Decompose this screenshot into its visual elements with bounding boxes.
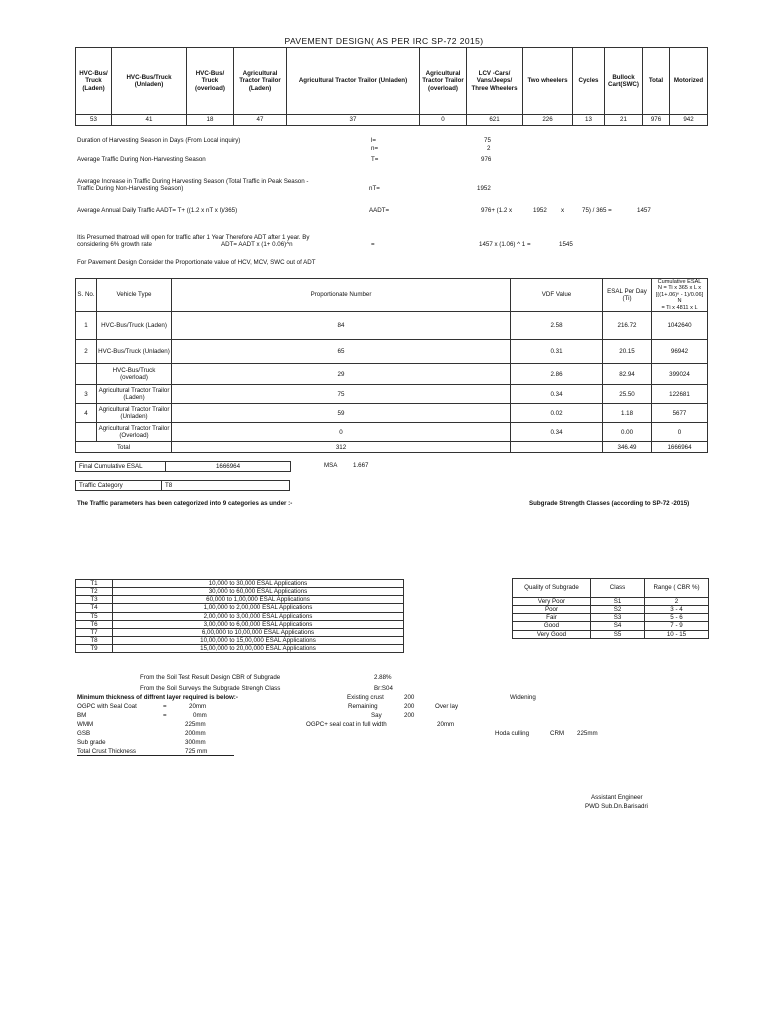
subgrade-class: S5 bbox=[591, 630, 645, 638]
esal-per-day-header: ESAL Per Day (Ti) bbox=[603, 279, 652, 312]
thickness-heading: Minimum thickness of diffrent layer required is below:- bbox=[77, 694, 238, 701]
esal-total-row bbox=[76, 442, 708, 453]
esal-sno: 4 bbox=[76, 404, 97, 423]
total-crust-value: 725 mm bbox=[185, 748, 208, 755]
vehicle-header: HVC-Bus/Truck (Unladen) bbox=[112, 48, 187, 115]
category-range: 1,00,000 to 2,00,000 ESAL Applications bbox=[113, 604, 404, 612]
final-esal-value: 1666964 bbox=[215, 463, 241, 470]
subgrade-row bbox=[513, 630, 709, 638]
presumed-traffic-label: Itis Presumed thatroad will open for traffic after 1 Year Therefore ADT after 1 year. By bbox=[77, 234, 310, 241]
vehicle-value: 53 bbox=[76, 115, 112, 126]
esal-per-day: 0.00 bbox=[603, 423, 652, 442]
esal-prop: 65 bbox=[172, 340, 511, 364]
esal-per-day: 20.15 bbox=[603, 340, 652, 364]
esal-prop: 75 bbox=[172, 385, 511, 404]
esal-total-cumulative: 1666964 bbox=[652, 442, 708, 453]
subgrade-row bbox=[513, 614, 709, 622]
existing-crust-label: Existing crust bbox=[347, 694, 384, 701]
category-range: 3,00,000 to 6,00,000 ESAL Applications bbox=[113, 620, 404, 628]
esal-prop: 0 bbox=[172, 423, 511, 442]
vehicle-count-table bbox=[75, 47, 708, 126]
esal-vdf: 2.58 bbox=[511, 312, 603, 340]
cumulative-esal-n: N bbox=[677, 298, 682, 305]
vehicle-value: 621 bbox=[467, 115, 523, 126]
esal-row bbox=[76, 404, 708, 423]
subgrade-row bbox=[513, 606, 709, 614]
vehicle-header: Agricultural Tractor Trailor (Laden) bbox=[234, 48, 287, 115]
vehicle-value: 942 bbox=[670, 115, 708, 126]
harvest-duration-label: Duration of Harvesting Season in Days (From Local inquiry) bbox=[77, 137, 241, 144]
harvest-duration-value: 75 bbox=[484, 137, 491, 144]
harvest-increase-label-2: Traffic During Non-Harvesting Season) bbox=[77, 185, 184, 192]
vehicle-header: Cycles bbox=[573, 48, 605, 115]
proportional-note: For Pavement Design Consider the Proportionate value of HCV, MCV, SWC out of ADT bbox=[77, 259, 316, 266]
category-range: 2,00,000 to 3,00,000 ESAL Applications bbox=[113, 612, 404, 620]
esal-prop: 84 bbox=[172, 312, 511, 340]
esal-sno: 1 bbox=[76, 312, 97, 340]
esal-row bbox=[76, 312, 708, 340]
esal-prop: 59 bbox=[172, 404, 511, 423]
esal-cumulative: 96942 bbox=[652, 340, 708, 364]
subgrade-quality: Very Poor bbox=[513, 598, 591, 606]
subgrade-class: S3 bbox=[591, 614, 645, 622]
traffic-category-box bbox=[75, 480, 290, 491]
cumulative-esal-formula: N = Ti x 365 x L x [((1+.06)ⁿ - 1)/0.06] bbox=[655, 285, 704, 298]
esal-vehicle: HVC-Bus/Truck (overload) bbox=[97, 364, 172, 385]
esal-cumulative: 5677 bbox=[652, 404, 708, 423]
subgrade-range: 5 - 6 bbox=[645, 614, 709, 622]
esal-prop: 29 bbox=[172, 364, 511, 385]
vehicle-value: 0 bbox=[420, 115, 467, 126]
esal-total-prop: 312 bbox=[172, 442, 511, 453]
subgrade-class: S1 bbox=[591, 598, 645, 606]
vehicle-value: 976 bbox=[643, 115, 670, 126]
harvest-duration-symbol: l= bbox=[371, 137, 376, 144]
layer-value: 0mm bbox=[193, 712, 207, 719]
sno-header: S. No. bbox=[76, 279, 97, 312]
subgrade-range-header: Range ( CBR %) bbox=[645, 579, 709, 598]
category-row bbox=[76, 620, 404, 628]
harvest-increase-label: Average Increase in Traffic During Harvesting Season (Total Traffic in Peak Season - bbox=[77, 178, 309, 185]
subgrade-table bbox=[512, 578, 709, 639]
esal-cumulative: 1042640 bbox=[652, 312, 708, 340]
category-row bbox=[76, 636, 404, 644]
existing-crust-value: 200 bbox=[404, 694, 415, 701]
category-code: T3 bbox=[76, 596, 113, 604]
layer-value: 225mm bbox=[185, 721, 206, 728]
layer-value: 300mm bbox=[185, 739, 206, 746]
category-range: 60,000 to 1,00,000 ESAL Applications bbox=[113, 596, 404, 604]
category-range: 15,00,000 to 20,00,000 ESAL Applications bbox=[113, 645, 404, 653]
aadt-formula-part: 75) / 365 = bbox=[582, 207, 612, 214]
cumulative-esal-formula-2: = Ti x 4811 x L bbox=[661, 304, 698, 311]
esal-per-day: 82.94 bbox=[603, 364, 652, 385]
subgrade-quality: Fair bbox=[513, 614, 591, 622]
widening-label: Widening bbox=[510, 694, 536, 701]
soil-class-label: From the Soil Surveys the Subgrade Strengh Class bbox=[140, 685, 281, 692]
non-harvest-traffic-label: Average Traffic During Non-Harvesting Season bbox=[77, 156, 206, 163]
esal-vdf: 0.34 bbox=[511, 423, 603, 442]
layer-name: WMM bbox=[77, 721, 94, 728]
remaining-label: Remaining bbox=[348, 703, 378, 710]
esal-row bbox=[76, 423, 708, 442]
category-range: 10,000 to 30,000 ESAL Applications bbox=[113, 580, 404, 588]
aadt-formula-part: 1952 bbox=[533, 207, 547, 214]
vehicle-value: 37 bbox=[287, 115, 420, 126]
subgrade-class: S2 bbox=[591, 606, 645, 614]
subgrade-range: 3 - 4 bbox=[645, 606, 709, 614]
vehicle-header: Agricultural Tractor Trailor (Unladen) bbox=[287, 48, 420, 115]
msa-label: MSA bbox=[324, 462, 338, 469]
vehicle-header-row bbox=[76, 48, 708, 115]
cumulative-esal-title: Cumulative ESAL bbox=[657, 279, 702, 285]
subgrade-row bbox=[513, 622, 709, 630]
category-code: T6 bbox=[76, 620, 113, 628]
harvest-increase-symbol: nT= bbox=[369, 185, 380, 192]
vehicle-header: Total bbox=[643, 48, 670, 115]
esal-cumulative: 0 bbox=[652, 423, 708, 442]
subgrade-class: S4 bbox=[591, 622, 645, 630]
subgrade-header-row bbox=[513, 579, 709, 598]
esal-cumulative: 399024 bbox=[652, 364, 708, 385]
vehicle-header: Two wheelers bbox=[523, 48, 573, 115]
esal-vdf: 0.34 bbox=[511, 385, 603, 404]
esal-table bbox=[75, 278, 708, 453]
hoda-culling-label: Hoda culling bbox=[495, 730, 530, 737]
vehicle-header: HVC-Bus/ Truck (Laden) bbox=[76, 48, 112, 115]
aadt-formula-part: x bbox=[561, 207, 565, 214]
vdf-header: VDF Value bbox=[511, 279, 603, 312]
layer-equals: = bbox=[163, 712, 167, 719]
esal-sno: 3 bbox=[76, 385, 97, 404]
page-title: PAVEMENT DESIGN( AS PER IRC SP-72 2015) bbox=[284, 36, 484, 46]
vehicle-type-header: Vehicle Type bbox=[97, 279, 172, 312]
remaining-value: 200 bbox=[404, 703, 415, 710]
harvest-increase-value: 1952 bbox=[477, 185, 491, 192]
crm-value: 225mm bbox=[577, 730, 598, 737]
presumed-traffic-formula: ADT= AADT x (1+ 0.06)^n bbox=[221, 241, 293, 248]
presumed-traffic-value: 1545 bbox=[559, 241, 573, 248]
esal-row bbox=[76, 364, 708, 385]
signature-title: Assistant Engineer bbox=[591, 794, 643, 801]
esal-per-day: 25.50 bbox=[603, 385, 652, 404]
aadt-symbol: AADT= bbox=[369, 207, 390, 214]
category-range: 10,00,000 to 15,00,000 ESAL Applications bbox=[113, 636, 404, 644]
category-row bbox=[76, 645, 404, 653]
esal-total-per-day: 346.49 bbox=[603, 442, 652, 453]
layer-name: Sub grade bbox=[77, 739, 106, 746]
msa-value: 1.667 bbox=[353, 462, 369, 469]
esal-sno bbox=[76, 364, 97, 385]
traffic-parameter-note: The Traffic parameters has been categorized into 9 categories as under :- bbox=[77, 500, 293, 507]
overlay-label: Over lay bbox=[435, 703, 459, 710]
layer-value: 200mm bbox=[185, 730, 206, 737]
esal-vehicle: Agricultural Tractor Trailor (Overload) bbox=[97, 423, 172, 442]
subgrade-quality: Very Good bbox=[513, 630, 591, 638]
vehicle-value-row bbox=[76, 115, 708, 126]
subgrade-range: 2 bbox=[645, 598, 709, 606]
non-harvest-traffic-symbol: T= bbox=[371, 156, 379, 163]
final-esal-label: Final Cumulative ESAL bbox=[76, 462, 166, 471]
category-row bbox=[76, 628, 404, 636]
esal-row bbox=[76, 385, 708, 404]
esal-row bbox=[76, 340, 708, 364]
layer-name: BM bbox=[77, 712, 87, 719]
traffic-category-value: T8 bbox=[165, 482, 173, 489]
category-code: T8 bbox=[76, 636, 113, 644]
category-row bbox=[76, 604, 404, 612]
vehicle-value: 13 bbox=[573, 115, 605, 126]
subgrade-quality: Good bbox=[513, 622, 591, 630]
esal-per-day: 1.18 bbox=[603, 404, 652, 423]
esal-vehicle: HVC-Bus/Truck (Laden) bbox=[97, 312, 172, 340]
ogpc-full-width-value: 20mm bbox=[437, 721, 455, 728]
cumulative-esal-header bbox=[652, 279, 708, 312]
total-crust-label: Total Crust Thickness bbox=[77, 748, 234, 756]
esal-header-row bbox=[76, 279, 708, 312]
subgrade-range: 7 - 9 bbox=[645, 622, 709, 630]
soil-cbr-label: From the Soil Test Result Design CBR of Subgrade bbox=[140, 674, 281, 681]
category-code: T4 bbox=[76, 604, 113, 612]
esal-total-label: Total bbox=[76, 442, 172, 453]
vehicle-value: 18 bbox=[187, 115, 234, 126]
category-code: T9 bbox=[76, 645, 113, 653]
aadt-label: Average Annual Daily Traffic AADT= T+ ((1.2 x nT x l)/365) bbox=[77, 207, 238, 214]
vehicle-header: Bullock Cart(SWC) bbox=[605, 48, 643, 115]
category-code: T1 bbox=[76, 580, 113, 588]
esal-sno: 2 bbox=[76, 340, 97, 364]
vehicle-value: 47 bbox=[234, 115, 287, 126]
subgrade-row bbox=[513, 598, 709, 606]
vehicle-value: 41 bbox=[112, 115, 187, 126]
vehicle-header: Motorized bbox=[670, 48, 708, 115]
soil-class-value: Br:S04 bbox=[374, 685, 393, 692]
esal-sno bbox=[76, 423, 97, 442]
vehicle-value: 21 bbox=[605, 115, 643, 126]
proportionate-header: Proportionate Number bbox=[172, 279, 511, 312]
category-range: 6,00,000 to 10,00,000 ESAL Applications bbox=[113, 628, 404, 636]
category-range: 30,000 to 60,000 ESAL Applications bbox=[113, 588, 404, 596]
ogpc-full-width-label: OGPC+ seal coat in full width bbox=[306, 721, 387, 728]
traffic-category-table bbox=[75, 579, 404, 653]
category-row bbox=[76, 588, 404, 596]
esal-vehicle: Agricultural Tractor Trailor (Laden) bbox=[97, 385, 172, 404]
presumed-traffic-label-2: considering 6% growth rate bbox=[77, 241, 152, 248]
layer-value: 20mm bbox=[189, 703, 207, 710]
vehicle-header: HVC-Bus/ Truck (overload) bbox=[187, 48, 234, 115]
category-row bbox=[76, 580, 404, 588]
vehicle-header: Agricultural Tractor Trailor (overload) bbox=[420, 48, 467, 115]
category-row bbox=[76, 612, 404, 620]
non-harvest-traffic-value: 976 bbox=[481, 156, 492, 163]
subgrade-range: 10 - 15 bbox=[645, 630, 709, 638]
esal-vehicle: Agricultural Tractor Trailor (Unladen) bbox=[97, 404, 172, 423]
say-value: 200 bbox=[404, 712, 415, 719]
aadt-formula-part: 976+ (1.2 x bbox=[481, 207, 513, 214]
n-value: 2 bbox=[487, 145, 491, 152]
soil-cbr-value: 2.88% bbox=[374, 674, 392, 681]
subgrade-quality-header: Quality of Subgrade bbox=[513, 579, 591, 598]
esal-vdf: 0.31 bbox=[511, 340, 603, 364]
subgrade-quality: Poor bbox=[513, 606, 591, 614]
subgrade-note: Subgrade Strength Classes (according to SP-72 -2015) bbox=[529, 500, 690, 507]
category-code: T7 bbox=[76, 628, 113, 636]
signature-office: PWD Sub.Dn.Barisadri bbox=[585, 803, 648, 810]
presumed-traffic-calc: 1457 x (1.06) ^ 1 = bbox=[479, 241, 531, 248]
esal-vdf: 2.86 bbox=[511, 364, 603, 385]
presumed-traffic-equals: = bbox=[371, 241, 375, 248]
vehicle-value: 226 bbox=[523, 115, 573, 126]
final-esal-box bbox=[75, 461, 291, 472]
category-row bbox=[76, 596, 404, 604]
category-code: T2 bbox=[76, 588, 113, 596]
n-symbol: n= bbox=[371, 145, 379, 152]
layer-name: OGPC with Seal Coat bbox=[77, 703, 137, 710]
layer-equals: = bbox=[163, 703, 167, 710]
vehicle-header: LCV -Cars/ Vans/Jeeps/ Three Wheelers bbox=[467, 48, 523, 115]
crm-label: CRM bbox=[550, 730, 565, 737]
aadt-value: 1457 bbox=[637, 207, 651, 214]
esal-cumulative: 122681 bbox=[652, 385, 708, 404]
traffic-category-label: Traffic Category bbox=[76, 481, 162, 490]
subgrade-class-header: Class bbox=[591, 579, 645, 598]
esal-per-day: 216.72 bbox=[603, 312, 652, 340]
say-label: Say bbox=[371, 712, 382, 719]
esal-vehicle: HVC-Bus/Truck (Unladen) bbox=[97, 340, 172, 364]
category-code: T5 bbox=[76, 612, 113, 620]
esal-vdf: 0.02 bbox=[511, 404, 603, 423]
layer-name: GSB bbox=[77, 730, 91, 737]
